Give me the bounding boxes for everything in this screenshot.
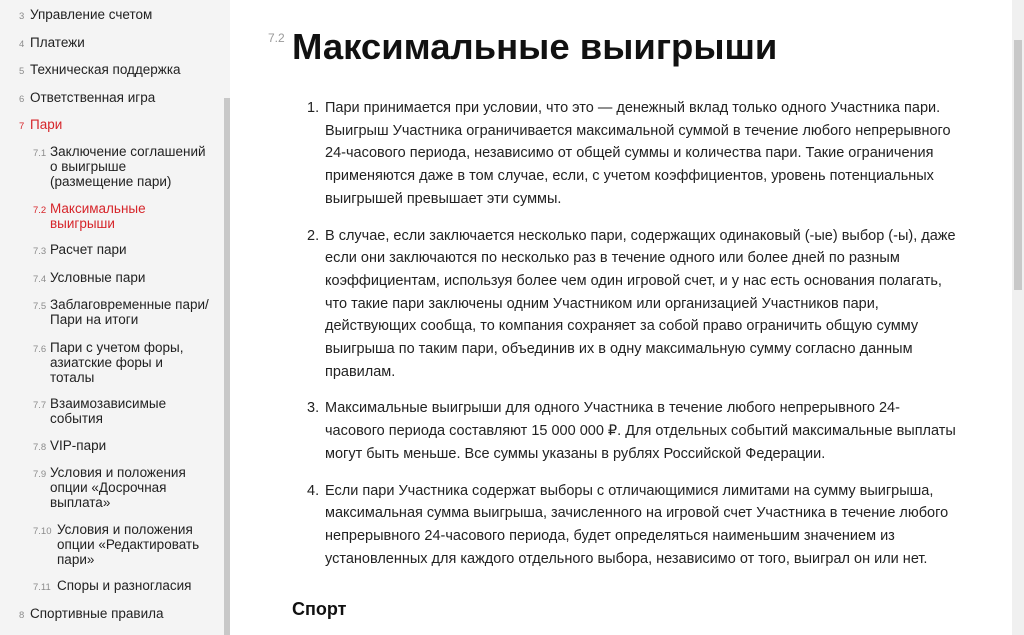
sidebar-item-label: Максимальные выигрыши <box>50 201 146 231</box>
sidebar-item-related-events[interactable] <box>33 396 210 426</box>
sidebar-item-label: Условия и положения опции «Досрочная выплата» <box>50 465 186 510</box>
rule-number: 4. <box>307 482 320 499</box>
main-content <box>230 0 1012 635</box>
sidebar-item-number: 7.6 <box>33 344 47 355</box>
sidebar-item-number: 3 <box>19 11 25 22</box>
sidebar-item-label: Заблаговременные пари/Пари на итоги <box>50 297 209 327</box>
sidebar-item-number: 7 <box>19 121 25 132</box>
sidebar-item-max-winnings[interactable] <box>33 201 210 231</box>
sidebar-item-ante-post-bets[interactable] <box>33 297 210 327</box>
rules-list <box>307 97 957 570</box>
sidebar-item-label: Спортивные правила <box>30 606 164 621</box>
sidebar-item-number: 7.7 <box>33 400 47 411</box>
sidebar-nav <box>0 0 230 635</box>
rule-text: Пари принимается при условии, что это — денежный вклад только одного Участника пари. Выигрыш Участника ограничивается максимальной суммой в течение любого непрерывного 24-часового периода, независимо от общей суммы и количества пари. Такие ограничения применяются даже в том случае, если, с учетом коэффициентов, уровень потенциальных выигрышей превышает эти суммы. <box>325 100 951 207</box>
sidebar-item-edit-bet-terms[interactable] <box>33 522 207 567</box>
sidebar-item-number: 7.9 <box>33 469 47 480</box>
rule-text: В случае, если заключается несколько пари, содержащих одинаковый (-ые) выбор (-ы), даже если они заключаются по несколько раз в течение одного или более дней по разным коэффициентам, используя более чем один игровой счет, и у нас есть основания полагать, что такие пари заключены одним Участником или организацией Участников пари, действующих сообща, то компания сохраняет за собой право ограничить общую сумму выигрыша по таким пари, объединив их в одну максимальную сумму согласно данным правилам. <box>325 227 956 380</box>
rule-number: 2. <box>307 227 320 244</box>
sidebar-item-number: 7.5 <box>33 301 47 312</box>
rule-item <box>307 397 957 465</box>
sidebar-item-number: 7.10 <box>33 526 52 537</box>
page-scrollbar-thumb[interactable] <box>1014 40 1022 290</box>
sidebar-item-support[interactable] <box>19 62 220 77</box>
sidebar-item-label: Расчет пари <box>50 242 127 257</box>
rule-item <box>307 480 957 571</box>
sidebar-item-number: 8 <box>19 610 25 621</box>
rule-text: Максимальные выигрыши для одного Участника в течение любого непрерывного 24-часового периода составляют 15 000 000 ₽. Для отдельных событий максимальные выплаты могут быть меньше. Все суммы указаны в рублях Российской Федерации. <box>325 400 956 462</box>
sidebar-item-number: 7.4 <box>33 274 47 285</box>
sidebar-item-account[interactable] <box>19 7 220 22</box>
sidebar-item-label: Пари <box>30 117 63 132</box>
rule-number: 3. <box>307 400 320 417</box>
sidebar-item-number: 4 <box>19 39 25 50</box>
sidebar-item-disputes[interactable] <box>33 578 207 593</box>
sidebar-item-vip-bets[interactable] <box>33 438 210 453</box>
section-heading-sport: Спорт <box>292 599 347 619</box>
sidebar-item-number: 7.8 <box>33 442 47 453</box>
rule-item <box>307 97 957 211</box>
sidebar-item-number: 7.2 <box>33 205 47 216</box>
sidebar-item-responsible-gaming[interactable] <box>19 90 220 105</box>
sidebar-item-label: Взаимозависимые события <box>50 396 167 426</box>
sidebar-item-payments[interactable] <box>19 35 220 50</box>
sidebar-item-label: Техническая поддержка <box>30 62 181 77</box>
sidebar-item-label: Условия и положения опции «Редактировать пари» <box>57 522 200 567</box>
sidebar-item-bet-placement[interactable] <box>33 144 210 189</box>
sidebar-item-number: 7.3 <box>33 246 47 257</box>
sidebar-item-cash-out-terms[interactable] <box>33 465 210 510</box>
sidebar-item-handicap-bets[interactable] <box>33 340 210 385</box>
sidebar-item-label: Пари с учетом форы, азиатские форы и тоталы <box>50 340 184 385</box>
sidebar-item-label: Ответственная игра <box>30 90 156 105</box>
page-title: Максимальные выигрыши <box>292 26 778 67</box>
sidebar-item-label: Заключение соглашений о выигрыше (размещение пари) <box>50 144 206 189</box>
sidebar-item-number: 6 <box>19 94 25 105</box>
sidebar-item-number: 7.11 <box>33 582 51 593</box>
sidebar-item-label: Управление счетом <box>30 7 153 22</box>
sidebar-item-label: VIP-пари <box>50 438 107 453</box>
section-number: 7.2 <box>268 31 285 45</box>
sidebar-item-number: 7.1 <box>33 148 47 159</box>
rule-text: Если пари Участника содержат выборы с отличающимися лимитами на сумму выигрыша, максимальная сумма выигрыша, зачисленного на игровой счет Участника в течение любого непрерывного 24-часового периода, будет определяться наименьшим значением из установленных для каждого отдельного выбора, независимо от того, выиграл он или нет. <box>325 482 949 567</box>
sidebar-item-bet-settlement[interactable] <box>33 242 210 257</box>
sidebar-item-label: Платежи <box>30 35 85 50</box>
sidebar-item-sports-rules[interactable] <box>19 606 220 621</box>
sidebar-item-bets[interactable] <box>19 117 220 132</box>
sidebar-item-label: Споры и разногласия <box>57 578 192 593</box>
sidebar-item-number: 5 <box>19 66 25 77</box>
sidebar-item-conditional-bets[interactable] <box>33 270 210 285</box>
rule-number: 1. <box>307 100 320 116</box>
rule-item <box>307 225 957 384</box>
sidebar-item-label: Условные пари <box>50 270 146 285</box>
